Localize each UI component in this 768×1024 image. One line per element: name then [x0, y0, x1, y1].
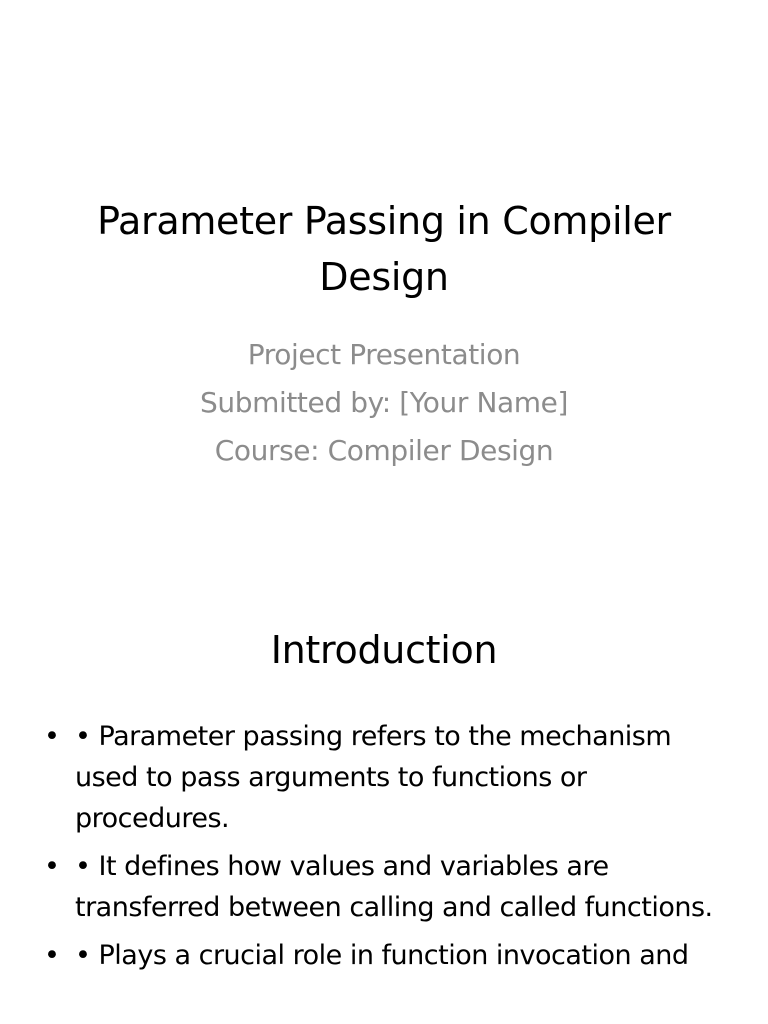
subtitle-line: Project Presentation [247, 338, 521, 371]
bullet-text: • Parameter passing refers to the mechanism used to pass arguments to functions or procedures. [75, 721, 672, 834]
list-item [0, 716, 740, 839]
bullet-list [0, 716, 740, 983]
list-item [0, 935, 740, 976]
list-item [0, 846, 740, 928]
subtitle-line: Course: Compiler Design [214, 434, 554, 467]
introduction-slide [0, 576, 768, 1024]
bullet-marker: • [44, 721, 60, 752]
bullet-text: • Plays a crucial role in function invocation and [75, 940, 689, 971]
bullet-marker: • [44, 940, 60, 971]
bullet-marker: • [44, 851, 60, 882]
presentation-title: Parameter Passing in Compiler Design [97, 199, 671, 299]
bullet-text: • It defines how values and variables are transferred between calling and called functions. [75, 851, 713, 923]
slide-heading: Introduction [270, 628, 498, 672]
subtitle-line: Submitted by: [Your Name] [200, 386, 568, 419]
subtitle-block [60, 331, 708, 475]
